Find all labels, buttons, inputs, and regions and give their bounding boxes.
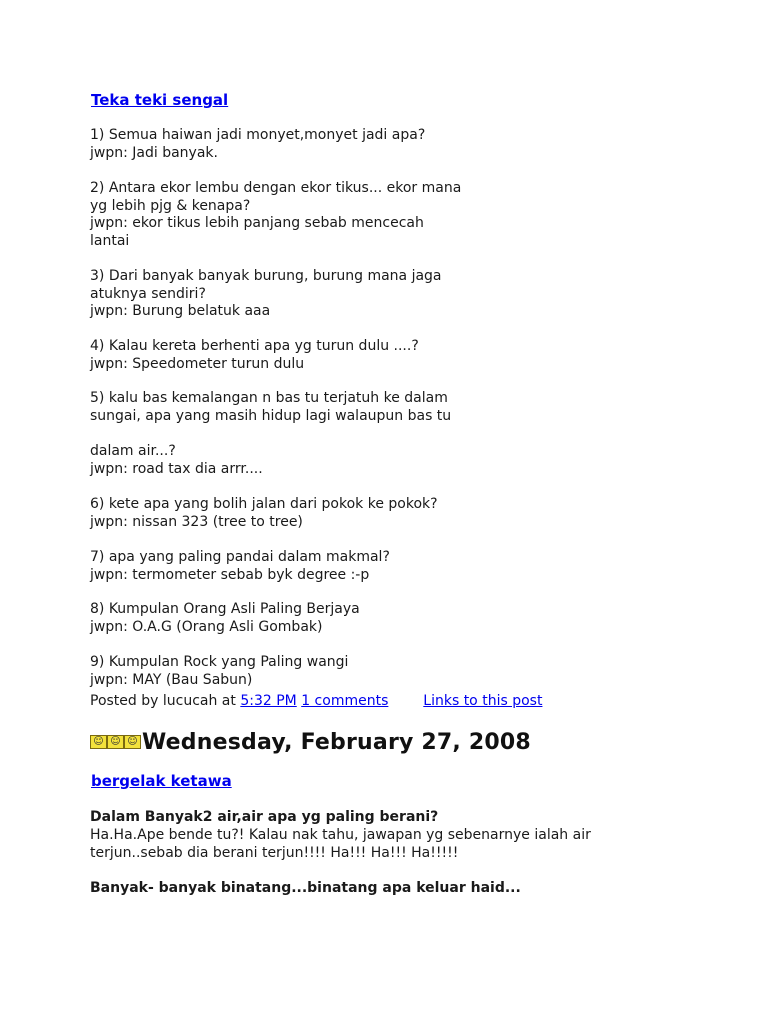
- qa-block: [90, 390, 510, 425]
- text-line: jwpn: O.A.G (Orang Asli Gombak): [90, 618, 323, 635]
- comments-link[interactable]: 1 comments: [301, 693, 389, 709]
- date-icons: [90, 735, 141, 749]
- qa-block: [90, 654, 510, 689]
- qa-block: [90, 268, 510, 321]
- question-line: dalam air...?: [90, 443, 176, 459]
- post-title-link[interactable]: bergelak ketawa: [91, 772, 232, 790]
- qa-block: [90, 549, 510, 584]
- text-line: sungai, apa yang masih hidup lagi walaupun bas tu: [90, 407, 452, 424]
- qa-block: [90, 601, 510, 636]
- question-line: 2) Antara ekor lembu dengan ekor tikus... ekor mana: [90, 180, 462, 196]
- text-line: jwpn: road tax dia arrr....: [90, 460, 263, 477]
- date-header: [90, 728, 531, 756]
- question-text: Banyak- banyak binatang...binatang apa keluar haid...: [90, 880, 521, 896]
- question-line: 5) kalu bas kemalangan n bas tu terjatuh ke dalam: [90, 390, 448, 406]
- text-line: atuknya sendiri?: [90, 285, 206, 302]
- post-footer: [90, 692, 542, 710]
- qa-block: [90, 338, 510, 373]
- question-line: 1) Semua haiwan jadi monyet,monyet jadi apa?: [90, 127, 426, 143]
- qa-block: [90, 127, 510, 162]
- text-line: lantai: [90, 232, 130, 249]
- answer-text: Ha.Ha.Ape bende tu?! Kalau nak tahu, jawapan yg sebenarnye ialah air: [90, 827, 591, 843]
- text-line: jwpn: Burung belatuk aaa: [90, 303, 271, 319]
- text-line: yg lebih pjg & kenapa?: [90, 197, 251, 214]
- qa-block: [90, 443, 510, 478]
- question-line: 3) Dari banyak banyak burung, burung mana jaga: [90, 268, 442, 284]
- text-line: jwpn: termometer sebab byk degree :-p: [90, 566, 370, 583]
- text-line: jwpn: MAY (Bau Sabun): [90, 671, 253, 688]
- text-line: jwpn: Speedometer turun dulu: [90, 355, 305, 372]
- links-to-post-link[interactable]: Links to this post: [423, 693, 543, 709]
- question-text: Dalam Banyak2 air,air apa yg paling berani?: [90, 809, 439, 825]
- question-line: 8) Kumpulan Orang Asli Paling Berjaya: [90, 601, 360, 617]
- qa-block: [90, 180, 510, 250]
- question-line: 4) Kalau kereta berhenti apa yg turun dulu ....?: [90, 338, 419, 354]
- question-line: 6) kete apa yang bolih jalan dari pokok ke pokok?: [90, 496, 438, 512]
- question-line: 7) apa yang paling pandai dalam makmal?: [90, 549, 390, 565]
- smiley-icon: ☺: [124, 735, 141, 749]
- text-line: jwpn: nissan 323 (tree to tree): [90, 513, 303, 530]
- date-text: Wednesday, February 27, 2008: [142, 729, 531, 755]
- post-time-link[interactable]: 5:32 PM: [240, 693, 297, 709]
- text-line: jwpn: Jadi banyak.: [90, 144, 218, 161]
- post-title-link[interactable]: Teka teki sengal: [91, 91, 229, 109]
- qa-block: [90, 496, 510, 531]
- posted-by-text: Posted by lucucah at: [90, 693, 236, 709]
- question-line: 9) Kumpulan Rock yang Paling wangi: [90, 654, 349, 670]
- smiley-icon: ☺: [107, 735, 124, 749]
- text-line: jwpn: ekor tikus lebih panjang sebab mencecah: [90, 215, 424, 231]
- smiley-icon: ☺: [90, 735, 107, 749]
- answer-text: terjun..sebab dia berani terjun!!!! Ha!!! Ha!!! Ha!!!!!: [90, 845, 459, 861]
